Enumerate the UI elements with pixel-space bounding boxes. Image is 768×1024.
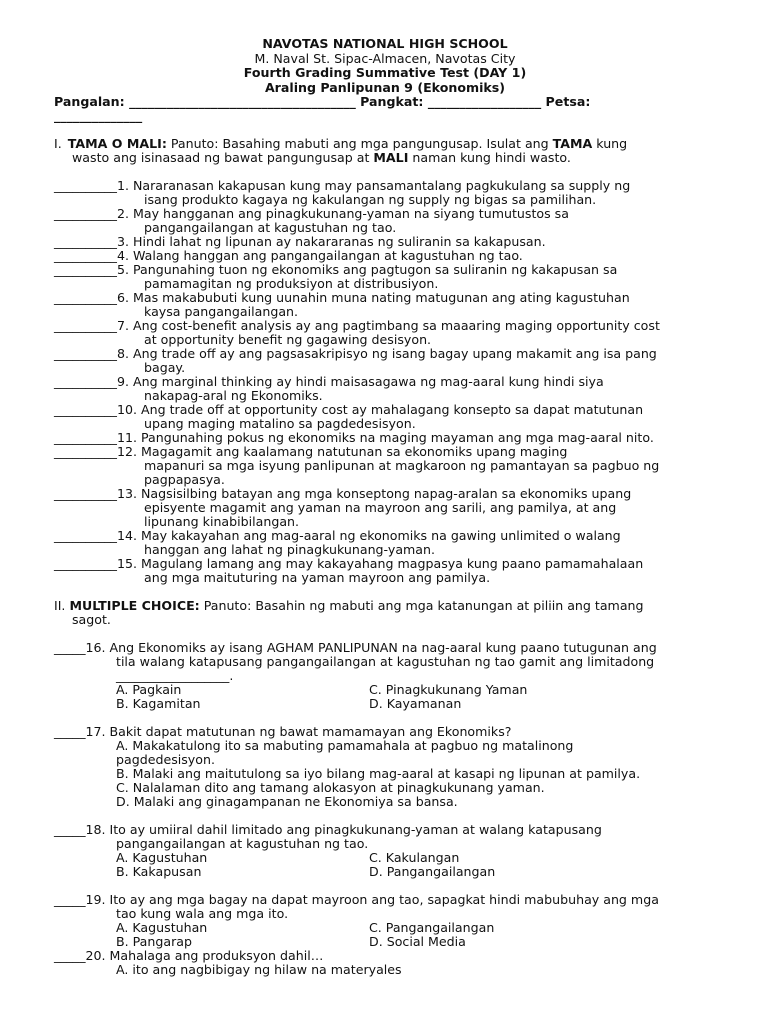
choice-c: C. Nalalaman dito ang tamang alokasyon at pinagkukunang yaman. <box>116 780 545 795</box>
question-19 <box>54 893 716 949</box>
item-line: ang mga maituturing na yaman mayroon ang pamilya. <box>144 570 491 585</box>
item-line: episyente magamit ang yaman na mayroon ang sarili, ang pamilya, at ang <box>144 500 617 515</box>
list-item <box>54 445 716 487</box>
item-line: at opportunity benefit ng gagawing desisyon. <box>144 332 432 347</box>
list-item <box>54 291 716 319</box>
choice-a: A. Kagustuhan <box>116 850 208 865</box>
date-blank: ______________ <box>54 108 143 123</box>
question-line: _____16. Ang Ekonomiks ay isang AGHAM PANLIPUNAN na nag-aaral kung paano tutugunan ang <box>54 640 657 655</box>
choice-a: A. Pagkain <box>116 682 182 697</box>
part2-instructions <box>54 599 716 627</box>
item-line: lipunang kinabibilangan. <box>144 514 300 529</box>
part1-number: I. <box>54 136 62 151</box>
choice-b: B. Pangarap <box>116 934 192 949</box>
item-line: upang maging matalino sa pagdedesisyon. <box>144 416 416 431</box>
question-line: pangangailangan at kagustuhan ng tao. <box>116 836 369 851</box>
item-line: mapanuri sa mga isyung panlipunan at magkaroon ng pamantayan sa pagbuo ng <box>144 458 660 473</box>
question-line: _____19. Ito ay ang mga bagay na dapat mayroon ang tao, sapagkat hindi mabubuhay ang mga <box>54 892 659 907</box>
school-name: NAVOTAS NATIONAL HIGH SCHOOL <box>262 36 508 51</box>
part1-instr-b: kung <box>592 136 628 151</box>
item-line: kaysa pangangailangan. <box>144 304 299 319</box>
list-item <box>54 249 716 263</box>
item-line: __________15. Magulang lamang ang may kakayahang magpasya kung paano pamamahalaan <box>54 556 644 571</box>
test-title: Fourth Grading Summative Test (DAY 1) <box>243 65 527 80</box>
choice-d: D. Kayamanan <box>369 696 462 711</box>
part2-number: II. <box>54 598 66 613</box>
part2-instr2: sagot. <box>72 612 111 627</box>
list-item <box>54 319 716 347</box>
item-line: pamamagitan ng produksiyon at distribusiyon. <box>144 276 439 291</box>
list-item <box>54 347 716 375</box>
subject-title: Araling Panlipunan 9 (Ekonomiks) <box>264 79 506 95</box>
choice-d: D. Malaki ang ginagampanan ne Ekonomiya sa bansa. <box>116 794 458 809</box>
list-item <box>54 235 716 249</box>
list-item <box>54 529 716 557</box>
question-line: tao kung wala ang mga ito. <box>116 906 289 921</box>
part1-instr-a: Panuto: Basahing mabuti ang mga pangungusap. Isulat ang <box>166 136 553 151</box>
item-line: hanggan ang lahat ng pinagkukunang-yaman. <box>144 542 436 557</box>
list-item <box>54 207 716 235</box>
choice-a: A. Kagustuhan <box>116 920 208 935</box>
choice-b: B. Kagamitan <box>116 696 201 711</box>
item-line: __________3. Hindi lahat ng lipunan ay nakararanas ng suliranin sa kakapusan. <box>54 234 546 249</box>
item-line: __________10. Ang trade off at opportunity cost ay mahalagang konsepto sa dapat matutunan <box>54 402 644 417</box>
choice-d: D. Social Media <box>369 934 466 949</box>
item-line: pagpapasya. <box>144 472 225 487</box>
item-line: pangangailangan at kagustuhan ng tao. <box>144 220 397 235</box>
item-line: __________11. Pangunahing pokus ng ekonomiks na maging mayaman ang mga mag-aaral nito. <box>54 430 654 445</box>
item-line: __________4. Walang hanggan ang pangangailangan at kagustuhan ng tao. <box>54 248 523 263</box>
list-item <box>54 263 716 291</box>
item-line: __________2. May hangganan ang pinagkukunang-yaman na siyang tumutustos sa <box>54 206 569 221</box>
choice-b: B. Malaki ang maitutulong sa iyo bilang mag-aaral at kasapi ng lipunan at pamilya. <box>116 766 641 781</box>
choice-a: A. ito ang nagbibigay ng hilaw na materyales <box>116 962 402 977</box>
choice-a-cont: pagdedesisyon. <box>116 752 215 767</box>
question-line: _____18. Ito ay umiiral dahil limitado ang pinagkukunang-yaman at walang katapusang <box>54 822 602 837</box>
question-17 <box>54 725 716 809</box>
part1-title: TAMA O MALI: <box>67 136 167 151</box>
item-line: __________8. Ang trade off ay ang pagsasakripisyo ng isang bagay upang makamit ang isa pang <box>54 346 657 361</box>
question-16 <box>54 641 716 711</box>
choice-b: B. Kakapusan <box>116 864 202 879</box>
choice-c: C. Pinagkukunang Yaman <box>369 682 528 697</box>
item-line: __________12. Magagamit ang kaalamang natutunan sa ekonomiks upang maging <box>54 444 568 459</box>
item-line: __________9. Ang marginal thinking ay hindi maisasagawa ng mag-aaral kung hindi siya <box>54 374 604 389</box>
list-item <box>54 179 716 207</box>
question-line: _____20. Mahalaga ang produksyon dahil… <box>54 948 324 963</box>
item-line: nakapag-aral ng Ekonomiks. <box>144 388 323 403</box>
item-line: bagay. <box>144 360 186 375</box>
part1-mali: MALI <box>373 150 409 165</box>
question-20 <box>54 949 716 977</box>
part1-instr-d: naman kung hindi wasto. <box>408 150 571 165</box>
item-line: isang produkto kagaya ng kakulangan ng supply ng bigas sa pamilihan. <box>144 192 597 207</box>
part1-instructions <box>54 137 716 165</box>
choice-c: C. Kakulangan <box>369 850 460 865</box>
part1-tama: TAMA <box>552 136 593 151</box>
list-item <box>54 431 716 445</box>
list-item <box>54 375 716 403</box>
true-false-list <box>54 179 716 585</box>
question-18 <box>54 823 716 879</box>
part1-instr-c: wasto ang isinasaad ng bawat pangungusap at <box>72 150 374 165</box>
item-line: __________5. Pangunahing tuon ng ekonomiks ang pagtugon sa suliranin ng kakapusan sa <box>54 262 618 277</box>
item-line: __________7. Ang cost-benefit analysis ay ang pagtimbang sa maaaring maging opportunity cost <box>54 318 660 333</box>
document-header <box>54 37 716 95</box>
choice-c: C. Pangangailangan <box>369 920 495 935</box>
school-address: M. Naval St. Sipac-Almacen, Navotas City <box>254 50 516 66</box>
item-line: __________13. Nagsisilbing batayan ang mga konseptong napag-aralan sa ekonomiks upang <box>54 486 632 501</box>
question-line: tila walang katapusang pangangailangan at kagustuhan ng tao gamit ang limitadong <box>116 654 655 669</box>
multiple-choice-list <box>54 641 716 977</box>
list-item <box>54 557 716 585</box>
part2-title: MULTIPLE CHOICE: <box>69 598 200 613</box>
item-line: __________14. May kakayahan ang mag-aaral ng ekonomiks na gawing unlimited o walang <box>54 528 621 543</box>
question-line: _____17. Bakit dapat matutunan ng bawat mamamayan ang Ekonomiks? <box>54 724 512 739</box>
choice-a: A. Makakatulong ito sa mabuting pamamahala at pagbuo ng matalinong <box>116 738 574 753</box>
item-line: __________1. Nararanasan kakapusan kung may pansamantalang pagkukulang sa supply ng <box>54 178 631 193</box>
choice-d: D. Pangangailangan <box>369 864 496 879</box>
question-line: __________________. <box>116 668 234 683</box>
student-info-line: Pangalan: ____________________________________ Pangkat: __________________ Petsa: <box>54 94 591 109</box>
part2-instr: Panuto: Basahin ng mabuti ang mga katanungan at piliin ang tamang <box>199 598 644 613</box>
item-line: __________6. Mas makabubuti kung uunahin muna nating matugunan ang ating kagustuhan <box>54 290 630 305</box>
list-item <box>54 487 716 529</box>
list-item <box>54 403 716 431</box>
